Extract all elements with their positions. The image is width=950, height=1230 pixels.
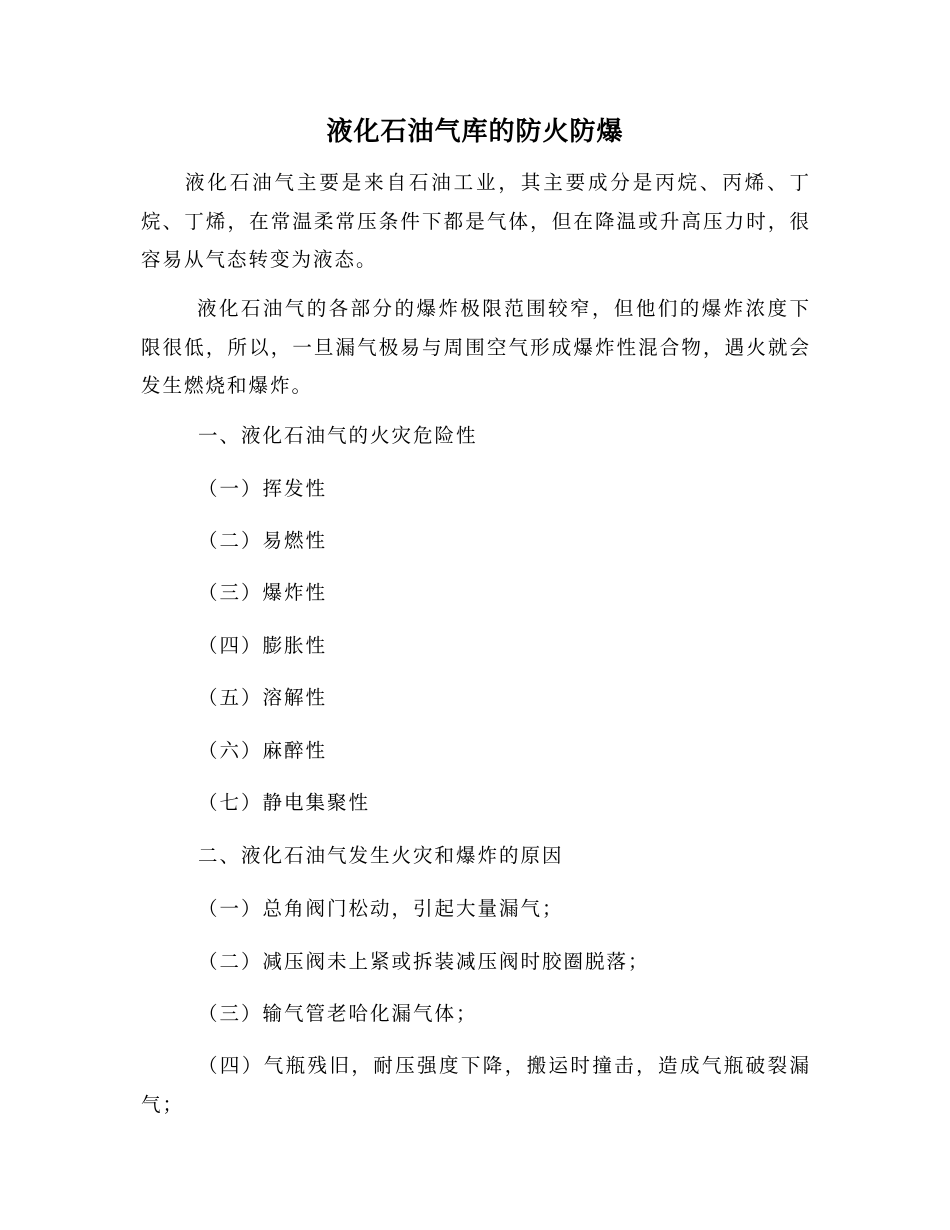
list-item: （四）膨胀性 (198, 634, 328, 657)
paragraph-explosion-limits: 液化石油气的各部分的爆炸极限范围较窄，但他们的爆炸浓度下限很低，所以，一旦漏气极易与周围空气形成爆炸性混合物，遇火就会发生燃烧和爆炸。 (141, 297, 811, 397)
list-item: （一）挥发性 (198, 477, 328, 500)
list-item: （六）麻醉性 (198, 739, 328, 762)
list-item: （一）总角阀门松动，引起大量漏气； (198, 897, 564, 920)
list-item: （二）减压阀未上紧或拆装减压阀时胶圈脱落； (198, 950, 650, 973)
list-item: （七）静电集聚性 (198, 791, 371, 814)
list-item: （三）输气管老哈化漏气体； (198, 1002, 478, 1025)
list-item: （五）溶解性 (198, 686, 328, 709)
section-heading-fire-hazard: 一、液化石油气的火灾危险性 (198, 424, 478, 447)
list-item-wrapped: （四）气瓶残旧，耐压强度下降，搬运时撞击，造成气瓶破裂漏气； (141, 1054, 811, 1116)
document-title: 液化石油气库的防火防爆 (326, 117, 624, 147)
list-item: （二）易燃性 (198, 529, 328, 552)
paragraph-intro: 液化石油气主要是来自石油工业，其主要成分是丙烷、丙烯、丁烷、丁烯，在常温柔常压条件下都是气体，但在降温或升高压力时，很容易从气态转变为液态。 (141, 171, 811, 271)
section-heading-causes: 二、液化石油气发生火灾和爆炸的原因 (198, 844, 564, 867)
list-item: （三）爆炸性 (198, 581, 328, 604)
